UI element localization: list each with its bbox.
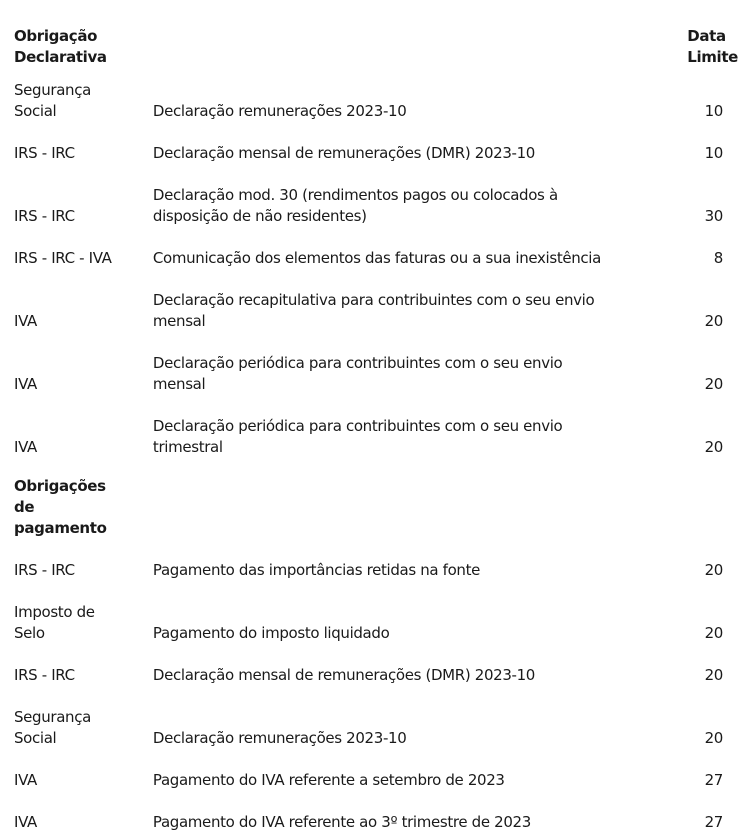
spacer-cell: [14, 581, 738, 602]
obligation-type-cell: IRS - IRC - IVA: [14, 249, 112, 267]
deadline-cell: 27: [704, 813, 723, 831]
spacer-cell: [14, 791, 738, 812]
deadline-cell: 10: [704, 144, 723, 162]
obligation-type-cell: Segurança Social: [14, 708, 91, 747]
table-row: [14, 248, 738, 269]
table-row: [14, 560, 738, 581]
table-row: [14, 80, 738, 122]
row-spacer: [14, 791, 738, 812]
spacer-cell: [14, 269, 738, 290]
header-deadline: Data Limite: [687, 27, 738, 66]
row-spacer: [14, 749, 738, 770]
description-cell: Comunicação dos elementos das faturas ou a sua inexistência: [152, 249, 601, 267]
obligation-type-cell: IVA: [14, 813, 37, 831]
payment-section-header-row: [14, 476, 738, 539]
deadline-cell: 20: [704, 438, 723, 456]
obligation-type-cell: IRS - IRC: [14, 666, 75, 684]
spacer-cell: [14, 686, 738, 707]
row-spacer: [14, 332, 738, 353]
description-cell: Declaração recapitulativa para contribuintes com o seu envio mensal: [152, 291, 595, 330]
obligation-type-cell: IVA: [14, 375, 37, 393]
spacer-cell: [14, 68, 738, 80]
table-row: [14, 143, 738, 164]
obligations-table-body: [14, 26, 738, 833]
deadline-cell: 20: [704, 666, 723, 684]
empty-cell: [153, 476, 671, 539]
description-cell: Declaração periódica para contribuintes com o seu envio mensal: [152, 354, 563, 393]
description-cell: Declaração remunerações 2023-10: [152, 729, 407, 747]
row-spacer: [14, 122, 738, 143]
row-spacer: [14, 68, 738, 80]
empty-cell: [671, 476, 738, 539]
deadline-cell: 20: [704, 312, 723, 330]
row-spacer: [14, 395, 738, 416]
table-row: [14, 290, 738, 332]
spacer-cell: [14, 644, 738, 665]
row-spacer: [14, 269, 738, 290]
row-spacer: [14, 164, 738, 185]
row-spacer: [14, 581, 738, 602]
spacer-cell: [14, 122, 738, 143]
spacer-cell: [14, 227, 738, 248]
table-row: [14, 707, 738, 749]
description-cell: Pagamento do IVA referente a setembro de 2023: [152, 771, 505, 789]
table-header-row: [14, 26, 738, 68]
deadline-cell: 20: [704, 561, 723, 579]
table-row: [14, 770, 738, 791]
description-cell: Pagamento do imposto liquidado: [152, 624, 390, 642]
description-cell: Declaração mensal de remunerações (DMR) 2023-10: [152, 144, 535, 162]
obligations-table: [14, 26, 738, 833]
row-spacer: [14, 539, 738, 560]
deadline-cell: 20: [704, 375, 723, 393]
obligation-type-cell: Imposto de Selo: [14, 603, 95, 642]
spacer-cell: [14, 458, 738, 476]
description-cell: Pagamento do IVA referente ao 3º trimestre de 2023: [152, 813, 531, 831]
deadline-cell: 20: [704, 624, 723, 642]
header-obligation: Obrigação Declarativa: [14, 27, 107, 66]
description-cell: Declaração periódica para contribuintes com o seu envio trimestral: [152, 417, 563, 456]
spacer-cell: [14, 539, 738, 560]
obligation-type-cell: IRS - IRC: [14, 144, 75, 162]
obligation-type-cell: IRS - IRC: [14, 207, 75, 225]
obligation-type-cell: IVA: [14, 771, 37, 789]
spacer-cell: [14, 164, 738, 185]
deadline-cell: 8: [713, 249, 723, 267]
obligation-type-cell: Segurança Social: [14, 81, 91, 120]
payment-section-title: Obrigações de pagamento: [14, 477, 107, 537]
table-row: [14, 812, 738, 833]
row-spacer: [14, 686, 738, 707]
header-description: [153, 26, 671, 68]
spacer-cell: [14, 332, 738, 353]
table-row: [14, 602, 738, 644]
description-cell: Declaração mensal de remunerações (DMR) 2023-10: [152, 666, 535, 684]
table-row: [14, 353, 738, 395]
spacer-cell: [14, 749, 738, 770]
table-row: [14, 185, 738, 227]
row-spacer: [14, 458, 738, 476]
deadline-cell: 27: [704, 771, 723, 789]
deadline-cell: 30: [704, 207, 723, 225]
table-row: [14, 665, 738, 686]
spacer-cell: [14, 395, 738, 416]
description-cell: Pagamento das importâncias retidas na fonte: [152, 561, 480, 579]
description-cell: Declaração mod. 30 (rendimentos pagos ou colocados à disposição de não residentes): [152, 186, 558, 225]
obligation-type-cell: IRS - IRC: [14, 561, 75, 579]
deadline-cell: 20: [704, 729, 723, 747]
row-spacer: [14, 644, 738, 665]
row-spacer: [14, 227, 738, 248]
obligation-type-cell: IVA: [14, 438, 37, 456]
deadline-cell: 10: [704, 102, 723, 120]
table-row: [14, 416, 738, 458]
obligation-type-cell: IVA: [14, 312, 37, 330]
description-cell: Declaração remunerações 2023-10: [152, 102, 407, 120]
